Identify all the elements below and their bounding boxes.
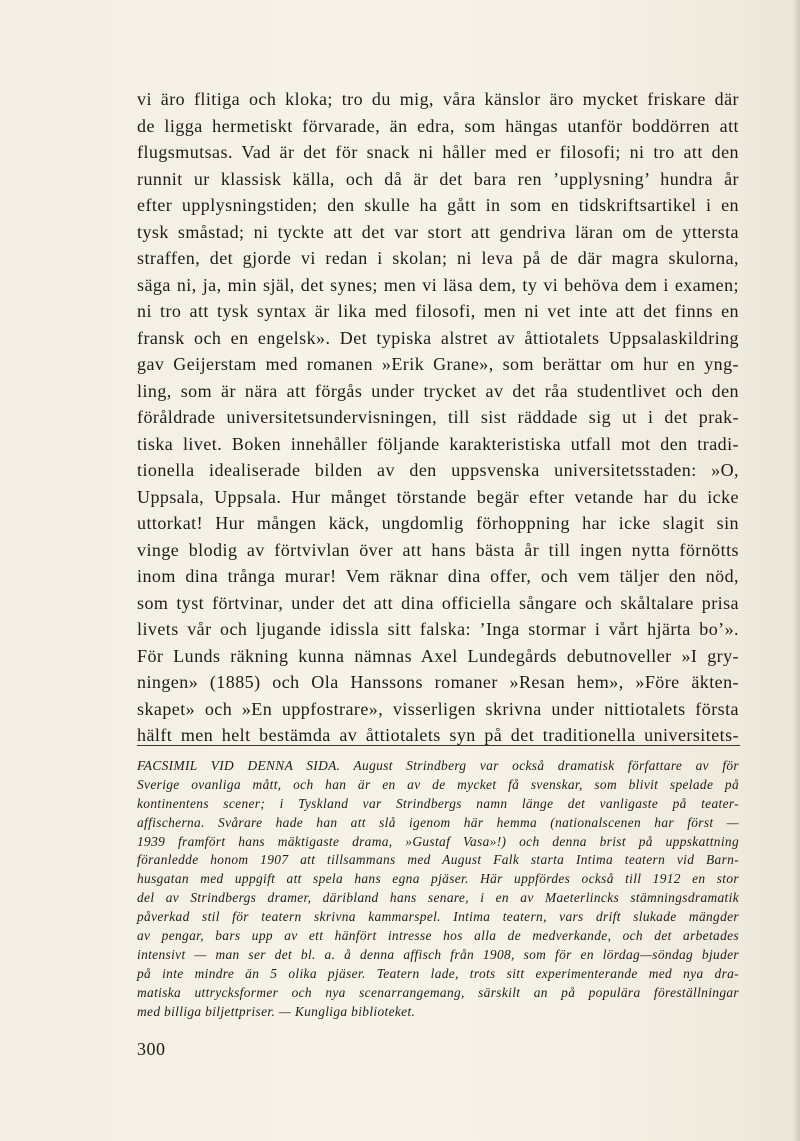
caption-line: FACSIMIL VID DENNA SIDA. August Strindberg var också dramatisk författare av för	[137, 758, 739, 773]
caption-line: intensivt — man ser det bl. a. å denna affisch från 1908, som för en lördag—söndag bjuder	[137, 946, 739, 962]
body-text-line: tiska livet. Boken innehåller följande karakteristiska utfall mot den tradi-	[137, 433, 739, 454]
body-text-line: hälft men helt bestämda av åttiotalets syn på det traditionella universitets-	[137, 725, 739, 745]
caption-line: matiska uttrycksformer och nya scenarrangemang, särskilt an på populära föreställningar	[137, 984, 739, 1000]
body-text-line: vinge blodig av förtvivlan över att hans bästa år till ingen nytta förnötts	[137, 539, 739, 560]
body-text-line: uttorkat! Hur mången käck, ungdomlig förhoppning har icke slagit sin	[137, 513, 739, 533]
body-text-line: säga ni, ja, min själ, det synes; men vi läsa dem, ty vi behöva dem i examen;	[137, 274, 739, 295]
body-text-line: föråldrade universitetsundervisningen, till sist räddade sig ut i det prak-	[137, 407, 739, 427]
caption-line: påverkad stil för teatern skrivna kammarspel. Intima teatern, vars drift slukade mängder	[137, 909, 739, 925]
caption-line: med billiga biljettpriser. — Kungliga biblioteket.	[137, 1003, 416, 1019]
page-edge-shadow	[792, 0, 800, 1141]
body-text-line: inom dina trånga murar! Vem räknar dina offer, och vem täljer den nöd,	[137, 566, 739, 586]
caption-line: av pengar, bars upp av ett hänfört intresse hos alla de medverkande, och det arbetades	[137, 928, 739, 944]
body-text-line: gav Geijerstam med romanen »Erik Grane», som berättar om hur en yng-	[137, 354, 739, 374]
body-text	[137, 86, 739, 749]
body-text-line: skapet» och »En uppfostrare», visserligen skrivna under nittiotalets första	[137, 698, 739, 719]
body-text-line: tionella idealiserade bilden av den uppsvenska universitetsstaden: »O,	[137, 460, 739, 480]
caption-line: på inte mindre än 5 olika pjäser. Teatern lade, trots sitt experimenterande med nya dra-	[137, 965, 739, 981]
body-text-line: som tyst förtvinar, under det att dina officiella sångare och skåltalare prisa	[137, 592, 739, 613]
caption-divider	[137, 745, 740, 746]
caption-line: affischerna. Svårare hade han att slå igenom här hemma (nationalscenen har först —	[137, 814, 739, 830]
body-text-line: Uppsala, Uppsala. Hur månget törstande begär efter vetande har du icke	[137, 486, 739, 507]
body-text-line: efter upplysningstiden; den skulle ha gått in som en tidskriftsartikel i en	[137, 195, 739, 215]
body-text-line: flugsmutsas. Vad är det för snack ni håller med er filosofi; ni tro att den	[137, 142, 739, 162]
page-number: 300	[137, 1039, 166, 1059]
caption-line: kontinentens scener; i Tyskland var Strindbergs namn länge det vanligaste på teater-	[137, 795, 739, 811]
caption-line: 1939 framfört hans mäktigaste drama, »Gustaf Vasa»!) och denna brist på uppskattning	[137, 833, 739, 849]
caption-line: Sverige ovanliga mått, och han är en av de mycket få svenskar, som blivit spelade på	[137, 776, 739, 792]
body-text-line: runnit ur klassisk källa, och då är det bara ren ’upplysning’ hundra år	[137, 168, 739, 189]
caption-line: husgatan med uppgift att spela hans egna pjäser. Här uppfördes också till 1912 en stor	[137, 871, 739, 887]
body-text-line: ningen» (1885) och Ola Hanssons romaner »Resan hem», »Före äkten-	[137, 672, 739, 692]
body-text-line: För Lunds räkning kunna nämnas Axel Lundegårds debutnoveller »I gry-	[137, 645, 739, 666]
body-text-line: fransk och en engelsk». Det typiska alstret av åttiotalets Uppsalaskildring	[137, 327, 739, 348]
body-text-line: ni tro att tysk syntax är lika med filosofi, men ni vet inte att det finns en	[137, 301, 739, 321]
body-text-line: de ligga hermetiskt förvarade, än edra, som hängas utanför boddörren att	[137, 115, 739, 136]
body-text-line: vi äro flitiga och kloka; tro du mig, våra känslor äro mycket friskare där	[137, 89, 739, 109]
facsimile-caption	[137, 757, 739, 1021]
body-text-line: straffen, det gjorde vi redan i skolan; ni leva på de där magra skulorna,	[137, 248, 739, 268]
caption-line: del av Strindbergs dramer, däribland hans senare, i en av Maeterlincks stämningsdramatik	[137, 890, 739, 906]
body-text-line: tysk småstad; ni tyckte att det var stort att gendriva läran om de yttersta	[137, 221, 739, 242]
body-text-line: livets vår och ljugande idissla sitt falska: ’Inga stormar i vårt hjärta bo’».	[137, 619, 739, 639]
caption-line: föranledde honom 1907 att tillsammans med August Falk starta Intima teatern vid Barn-	[137, 852, 739, 868]
body-text-line: ling, som är nära att förgås under trycket av det råa studentlivet och den	[137, 380, 739, 401]
